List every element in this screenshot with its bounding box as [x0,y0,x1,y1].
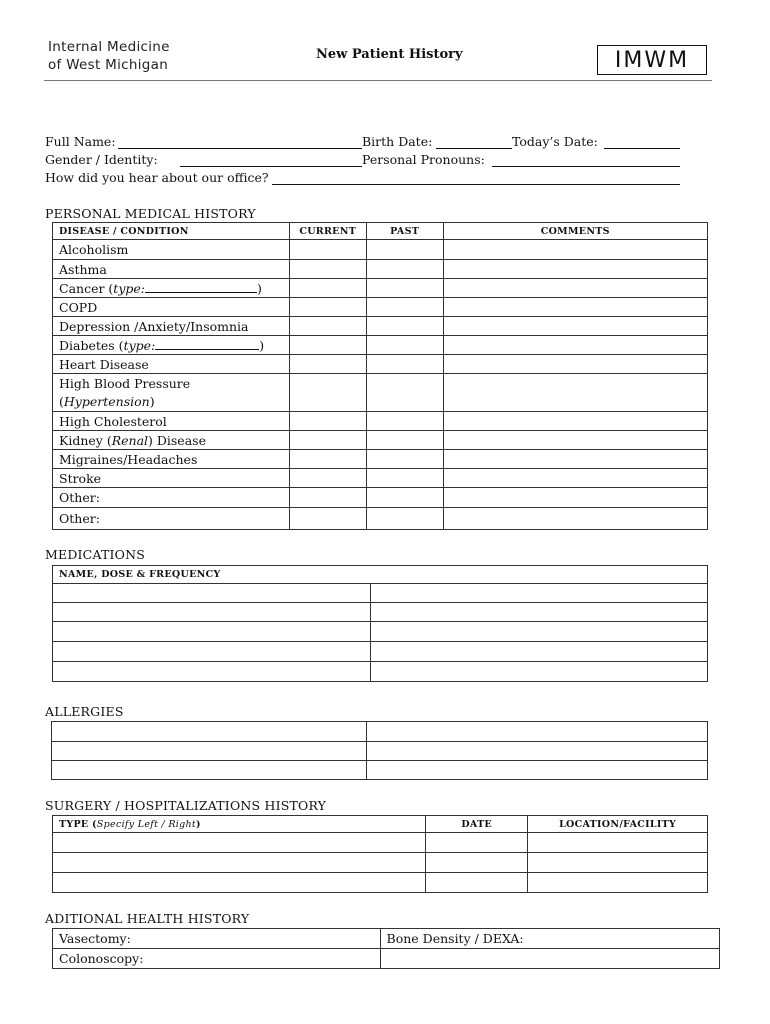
pmh-row-asthma [53,260,708,279]
pmh-row-heart-disease [53,355,708,374]
medication-row [53,642,708,662]
current-cell[interactable] [289,374,366,412]
full-name-label: Full Name: [45,134,116,149]
cancer-type-label: type: [113,280,145,296]
bone-density-field[interactable]: Bone Density / DEXA: [380,929,719,949]
hbp-close: ) [149,393,155,409]
medications-table [52,565,708,682]
col-disease: DISEASE / CONDITION [53,223,290,240]
pmh-row-copd [53,298,708,317]
condition-label: Other: [53,488,290,508]
org-name-line2: of West Michigan [48,57,169,73]
cancer-label: Cancer ( [59,280,114,296]
org-name [48,38,170,74]
medication-cell[interactable] [53,642,371,662]
condition-label: High Cholesterol [53,412,290,431]
current-cell[interactable] [289,488,366,508]
pmh-row-kidney [53,431,708,450]
surgery-section-title: SURGERY / HOSPITALIZATIONS HISTORY [45,798,327,813]
medications-section-title: MEDICATIONS [45,547,146,562]
col-location: LOCATION/FACILITY [528,816,708,833]
specify-side-note: Specify Left / Right [96,818,197,830]
diabetes-close: ) [259,337,265,353]
medication-cell[interactable] [53,584,371,603]
additional-section-title: ADITIONAL HEALTH HISTORY [45,911,250,926]
referral-label: How did you hear about our office? [45,170,269,185]
diabetes-label: Diabetes ( [59,337,124,353]
condition-label [53,431,290,450]
cancer-type-field[interactable] [145,281,257,293]
allergy-cell[interactable] [52,722,367,742]
pmh-row-depression [53,317,708,336]
medication-cell[interactable] [370,584,707,603]
medication-cell[interactable] [53,662,371,682]
medication-cell[interactable] [53,603,371,622]
current-cell[interactable] [289,508,366,530]
comments-cell[interactable] [443,279,707,298]
comments-cell[interactable] [443,450,707,469]
kidney-suffix: ) Disease [148,432,206,448]
additional-table [52,928,720,969]
allergy-cell[interactable] [52,761,367,780]
surgery-header-row [53,816,708,833]
allergy-row [52,761,708,780]
past-cell[interactable] [366,260,443,279]
kidney-label: Kidney ( [59,432,112,448]
allergy-cell[interactable] [52,742,367,761]
past-cell[interactable] [366,431,443,450]
comments-cell[interactable] [443,355,707,374]
additional-row [53,929,720,949]
condition-label [53,279,290,298]
hbp-label: High Blood Pressure [59,375,191,391]
allergy-row [52,742,708,761]
current-cell[interactable] [289,412,366,431]
colonoscopy-field[interactable]: Colonoscopy: [53,949,381,969]
medication-cell[interactable] [370,642,707,662]
allergy-cell[interactable] [366,761,707,780]
medication-row [53,603,708,622]
pmh-table [52,222,708,530]
col-type [53,816,426,833]
col-type-label: TYPE ( [59,818,97,830]
surgery-location-cell[interactable] [528,833,708,853]
pronouns-field[interactable] [492,166,680,167]
medications-header-row [53,566,708,584]
medication-cell[interactable] [370,603,707,622]
comments-cell[interactable] [443,412,707,431]
past-cell[interactable] [366,450,443,469]
past-cell[interactable] [366,336,443,355]
surgery-type-cell[interactable] [53,833,426,853]
current-cell[interactable] [289,317,366,336]
gender-label: Gender / Identity: [45,152,158,167]
past-cell[interactable] [366,508,443,530]
surgery-location-cell[interactable] [528,873,708,893]
comments-cell[interactable] [443,431,707,450]
col-past: PAST [366,223,443,240]
comments-cell[interactable] [443,374,707,412]
pmh-row-other-1 [53,488,708,508]
surgery-type-cell[interactable] [53,873,426,893]
current-cell[interactable] [289,298,366,317]
pmh-row-hypertension [53,374,708,412]
condition-label: Migraines/Headaches [53,450,290,469]
imwm-logo: IMWM [597,45,707,75]
current-cell[interactable] [289,450,366,469]
pmh-row-alcoholism [53,240,708,260]
pmh-section-title: PERSONAL MEDICAL HISTORY [45,206,256,221]
surgery-row [53,853,708,873]
comments-cell[interactable] [443,469,707,488]
current-cell[interactable] [289,336,366,355]
additional-empty-cell[interactable] [380,949,719,969]
medication-row [53,662,708,682]
pmh-header-row [53,223,708,240]
pmh-row-stroke [53,469,708,488]
birth-date-label: Birth Date: [362,134,433,149]
medication-cell[interactable] [370,622,707,642]
col-name-dose-frequency: NAME, DOSE & FREQUENCY [53,566,708,584]
pmh-row-cholesterol [53,412,708,431]
surgery-date-cell[interactable] [426,833,528,853]
surgery-row [53,833,708,853]
comments-cell[interactable] [443,336,707,355]
allergy-row [52,722,708,742]
surgery-date-cell[interactable] [426,853,528,873]
col-type-close: ) [196,818,201,830]
diabetes-type-field[interactable] [155,338,259,350]
hypertension-label: Hypertension [63,393,150,409]
comments-cell[interactable] [443,317,707,336]
condition-label: Depression /Anxiety/Insomnia [53,317,290,336]
past-cell[interactable] [366,240,443,260]
current-cell[interactable] [289,355,366,374]
allergy-cell[interactable] [366,742,707,761]
past-cell[interactable] [366,317,443,336]
comments-cell[interactable] [443,240,707,260]
current-cell[interactable] [289,469,366,488]
todays-date-field[interactable] [604,148,680,149]
birth-date-field[interactable] [436,148,512,149]
comments-cell[interactable] [443,260,707,279]
past-cell[interactable] [366,374,443,412]
current-cell[interactable] [289,260,366,279]
condition-label [53,374,290,412]
comments-cell[interactable] [443,488,707,508]
current-cell[interactable] [289,279,366,298]
pmh-row-cancer [53,279,708,298]
surgery-date-cell[interactable] [426,873,528,893]
current-cell[interactable] [289,240,366,260]
condition-label: Heart Disease [53,355,290,374]
full-name-field[interactable] [118,148,362,149]
medication-row [53,584,708,603]
condition-label: COPD [53,298,290,317]
current-cell[interactable] [289,431,366,450]
past-cell[interactable] [366,298,443,317]
surgery-type-cell[interactable] [53,853,426,873]
referral-field[interactable] [272,184,680,185]
cancer-close: ) [257,280,262,296]
condition-label: Asthma [53,260,290,279]
pmh-row-migraines [53,450,708,469]
past-cell[interactable] [366,279,443,298]
pmh-row-other-2 [53,508,708,530]
pronouns-label: Personal Pronouns: [362,152,485,167]
header-divider [44,80,712,81]
allergies-section-title: ALLERGIES [45,704,124,719]
todays-date-label: Today’s Date: [512,134,598,149]
surgery-table [52,815,708,893]
pmh-row-diabetes [53,336,708,355]
hbp-open: ( [59,393,64,409]
past-cell[interactable] [366,488,443,508]
allergies-table [51,721,708,780]
surgery-row [53,873,708,893]
condition-label: Stroke [53,469,290,488]
col-comments: COMMENTS [443,223,707,240]
condition-label: Alcoholism [53,240,290,260]
col-current: CURRENT [289,223,366,240]
medication-cell[interactable] [53,622,371,642]
gender-field[interactable] [180,166,362,167]
allergy-cell[interactable] [366,722,707,742]
form-title: New Patient History [316,47,463,62]
condition-label [53,336,290,355]
past-cell[interactable] [366,412,443,431]
past-cell[interactable] [366,355,443,374]
surgery-location-cell[interactable] [528,853,708,873]
comments-cell[interactable] [443,508,707,530]
vasectomy-field[interactable]: Vasectomy: [53,929,381,949]
diabetes-type-label: type: [123,337,156,353]
past-cell[interactable] [366,469,443,488]
col-date: DATE [426,816,528,833]
medication-cell[interactable] [370,662,707,682]
renal-label: Renal [111,432,149,448]
condition-label: Other: [53,508,290,530]
org-name-line1: Internal Medicine [48,39,170,55]
medication-row [53,622,708,642]
comments-cell[interactable] [443,298,707,317]
additional-row [53,949,720,969]
